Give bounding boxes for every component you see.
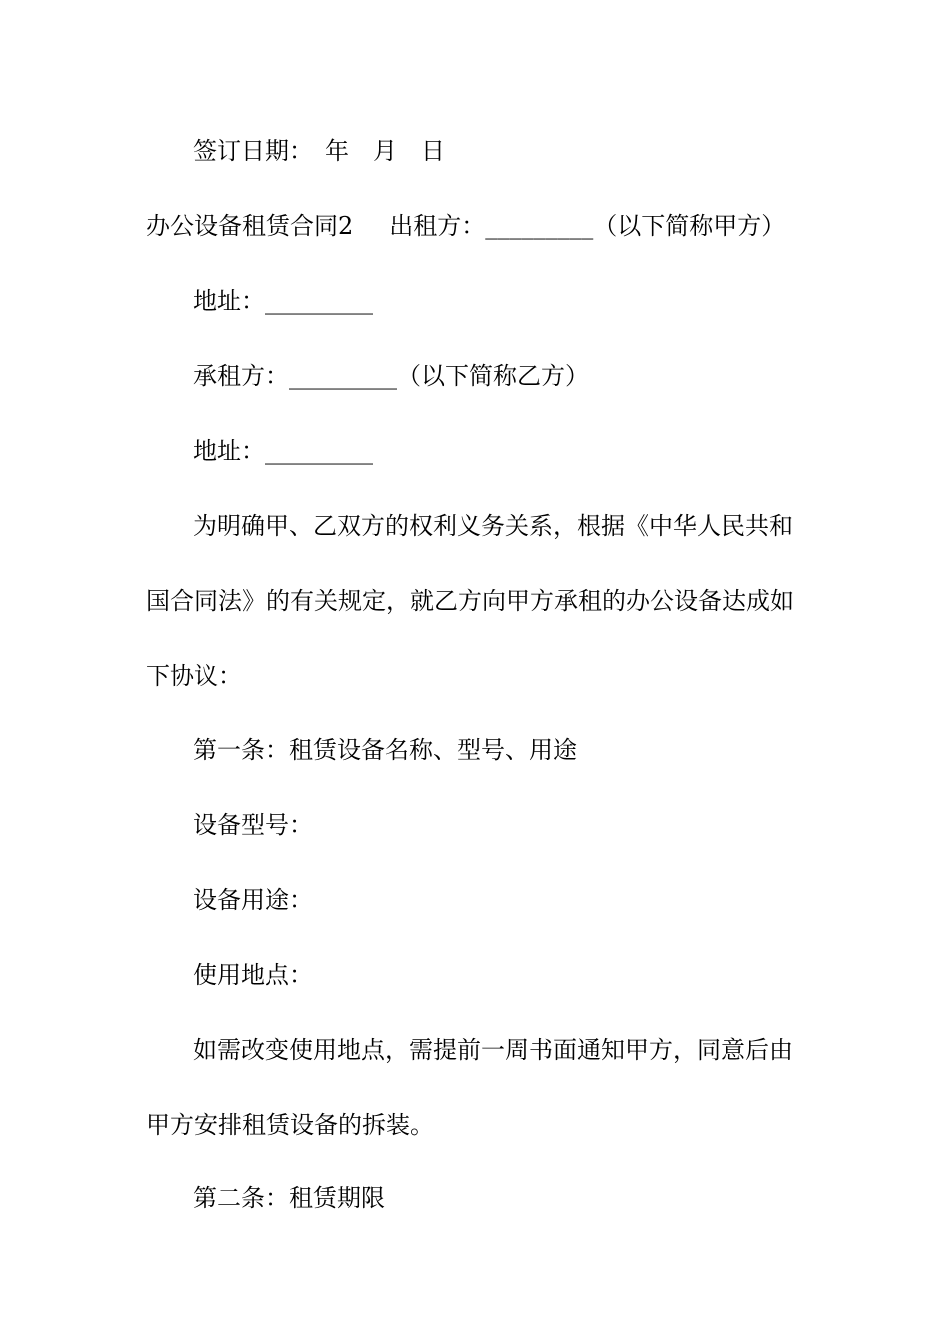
article-1-title: 第一条：租赁设备名称、型号、用途 (193, 736, 577, 764)
contract-title: 办公设备租赁合同2 (146, 212, 354, 240)
intro-paragraph-line-2: 国合同法》的有关规定，就乙方向甲方承租的办公设备达成如 (146, 587, 794, 615)
intro-paragraph-line-1: 为明确甲、乙双方的权利义务关系，根据《中华人民共和 (193, 512, 793, 540)
location-change-line-2: 甲方安排租赁设备的拆装。 (146, 1111, 434, 1139)
lessee-address: 地址：_________ (193, 437, 373, 465)
intro-paragraph-line-3: 下协议： (146, 662, 242, 690)
sign-date: 签订日期： 年 月 日 (193, 137, 445, 165)
equipment-model-label: 设备型号： (193, 811, 313, 839)
equipment-use-label: 设备用途： (193, 886, 313, 914)
location-change-line-1: 如需改变使用地点，需提前一周书面通知甲方，同意后由 (193, 1036, 793, 1064)
lessor-address: 地址：_________ (193, 287, 373, 315)
contract-heading-line (146, 211, 826, 241)
lessee-line: 承租方：_________（以下简称乙方） (193, 362, 589, 390)
article-2-title: 第二条：租赁期限 (193, 1184, 385, 1212)
lessor-line: 出租方：_________（以下简称甲方） (389, 212, 786, 240)
use-location-label: 使用地点： (193, 961, 313, 989)
